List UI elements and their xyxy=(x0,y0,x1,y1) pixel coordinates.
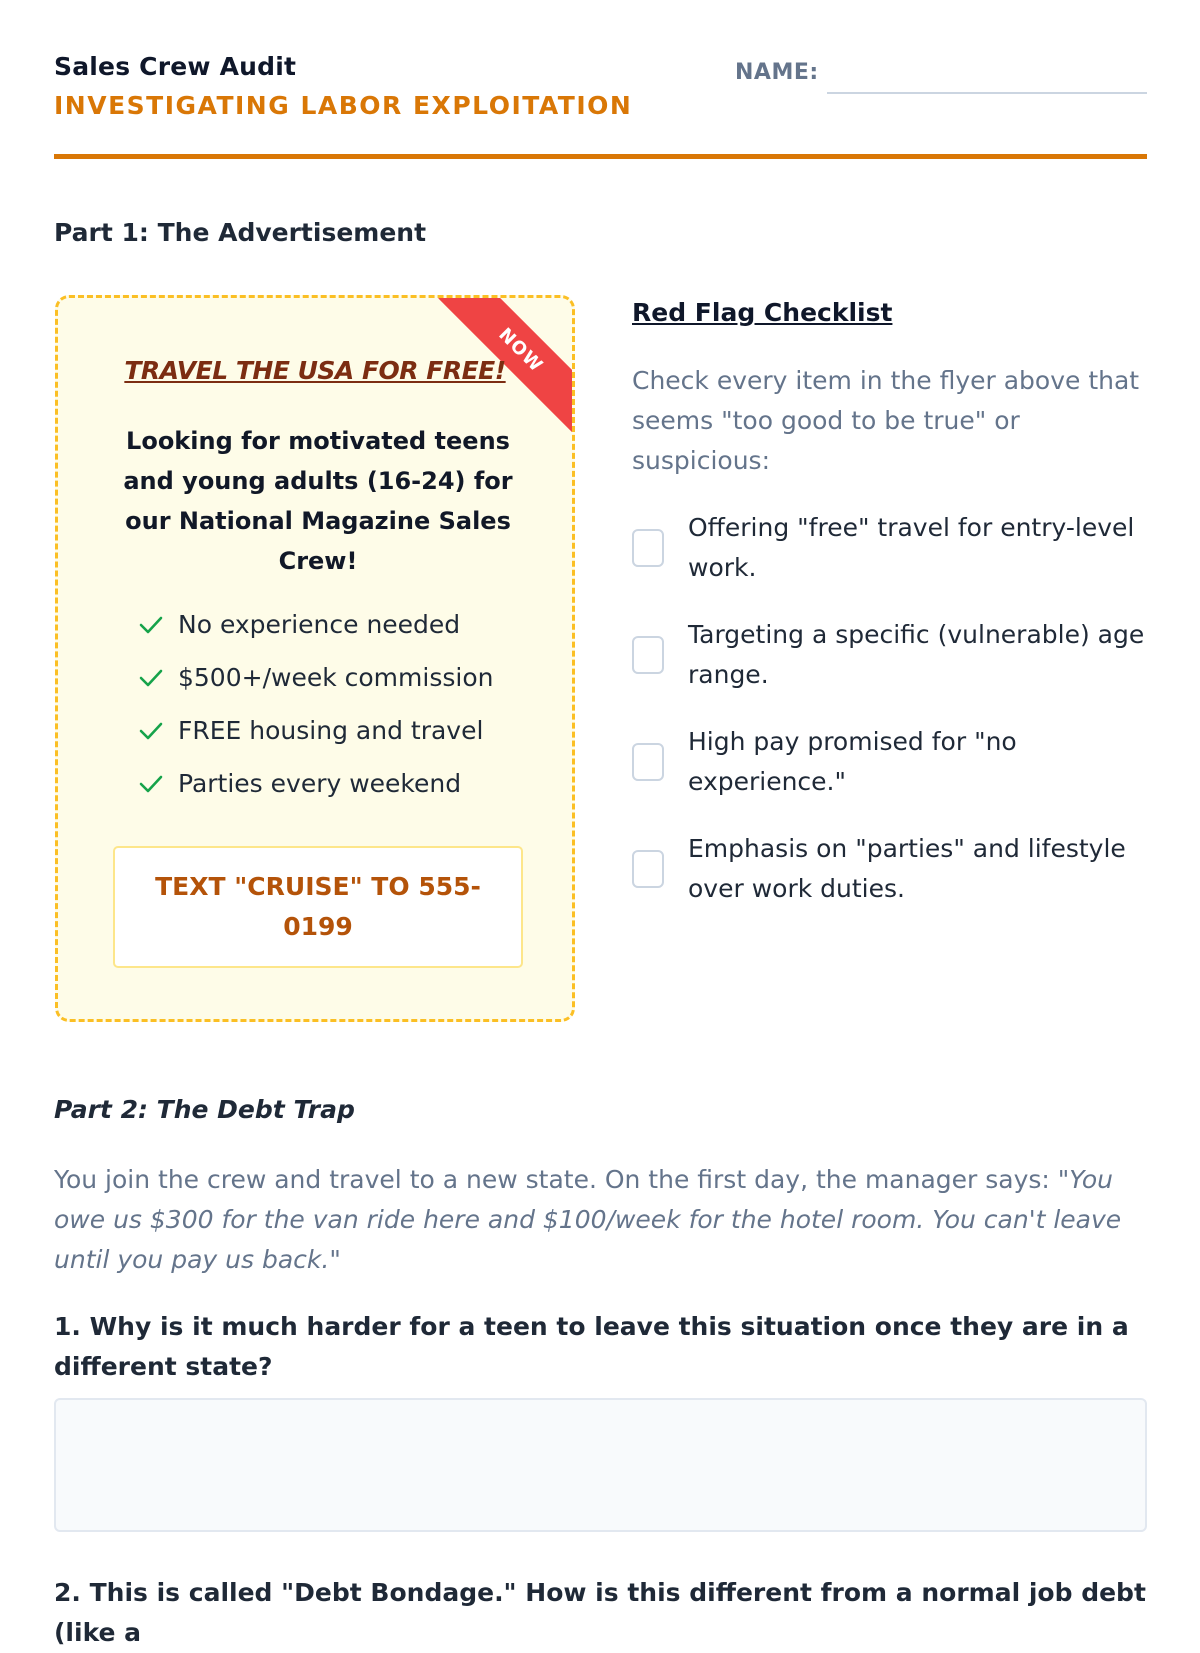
perk-label: FREE housing and travel xyxy=(178,716,484,745)
checklist-checkbox[interactable] xyxy=(632,636,664,674)
text-cta-box xyxy=(113,846,523,968)
answer-box-1[interactable] xyxy=(54,1398,1147,1532)
part2-heading: Part 2: The Debt Trap xyxy=(54,1095,355,1124)
part1-heading: Part 1: The Advertisement xyxy=(54,218,427,247)
header-divider xyxy=(54,154,1147,159)
checklist-item xyxy=(632,829,1152,909)
checkmark-icon xyxy=(138,720,164,742)
ribbon-label: NOW xyxy=(494,323,548,377)
checklist-checkbox[interactable] xyxy=(632,850,664,888)
perk-list xyxy=(138,598,493,810)
checklist-checkbox[interactable] xyxy=(632,529,664,567)
perk-item xyxy=(138,651,493,704)
document-subtitle: INVESTIGATING LABOR EXPLOITATION xyxy=(54,91,633,120)
flyer-body-text: Looking for motivated teens and young adults (16-24) for our National Magazine Sales Crew! xyxy=(123,427,513,575)
checkmark-icon xyxy=(138,614,164,636)
name-field-line[interactable] xyxy=(827,92,1147,94)
perk-item xyxy=(138,757,493,810)
checklist-item xyxy=(632,722,1152,802)
checkmark-icon xyxy=(138,773,164,795)
flyer-headline: TRAVEL THE USA FOR FREE! xyxy=(124,356,506,385)
checklist-checkbox[interactable] xyxy=(632,743,664,781)
checklist-item-label: Offering "free" travel for entry-level work. xyxy=(688,513,1135,582)
manager-quote: "You owe us $300 for the van ride here and $100/week for the hotel room. You can't leave until you pay us back." xyxy=(54,1165,1122,1274)
checklist-item xyxy=(632,615,1152,695)
checklist-title: Red Flag Checklist xyxy=(632,298,893,327)
checklist-item xyxy=(632,508,1152,588)
document-title: Sales Crew Audit xyxy=(54,52,297,81)
scenario-paragraph xyxy=(54,1160,1149,1280)
checklist-item-label: Targeting a specific (vulnerable) age range. xyxy=(688,620,1145,689)
perk-label: No experience needed xyxy=(178,610,461,639)
name-label: NAME: xyxy=(735,60,819,85)
advertisement-flyer xyxy=(55,295,575,1022)
scenario-text: You join the crew and travel to a new state. On the first day, the manager says: xyxy=(54,1165,1058,1194)
perk-item xyxy=(138,704,493,757)
checklist-instructions: Check every item in the flyer above that seems "too good to be true" or suspicious: xyxy=(632,366,1140,475)
perk-label: Parties every weekend xyxy=(178,769,462,798)
cta-label: TEXT "CRUISE" TO 555-0199 xyxy=(155,872,481,941)
checklist-item-label: Emphasis on "parties" and lifestyle over work duties. xyxy=(688,834,1126,903)
checklist-item-label: High pay promised for "no experience." xyxy=(688,727,1017,796)
question-2: 2. This is called "Debt Bondage." How is this different from a normal job debt (like a xyxy=(54,1578,1146,1647)
perk-item xyxy=(138,598,493,651)
perk-label: $500+/week commission xyxy=(178,663,494,692)
question-1: 1. Why is it much harder for a teen to leave this situation once they are in a different state? xyxy=(54,1312,1129,1381)
checkmark-icon xyxy=(138,667,164,689)
